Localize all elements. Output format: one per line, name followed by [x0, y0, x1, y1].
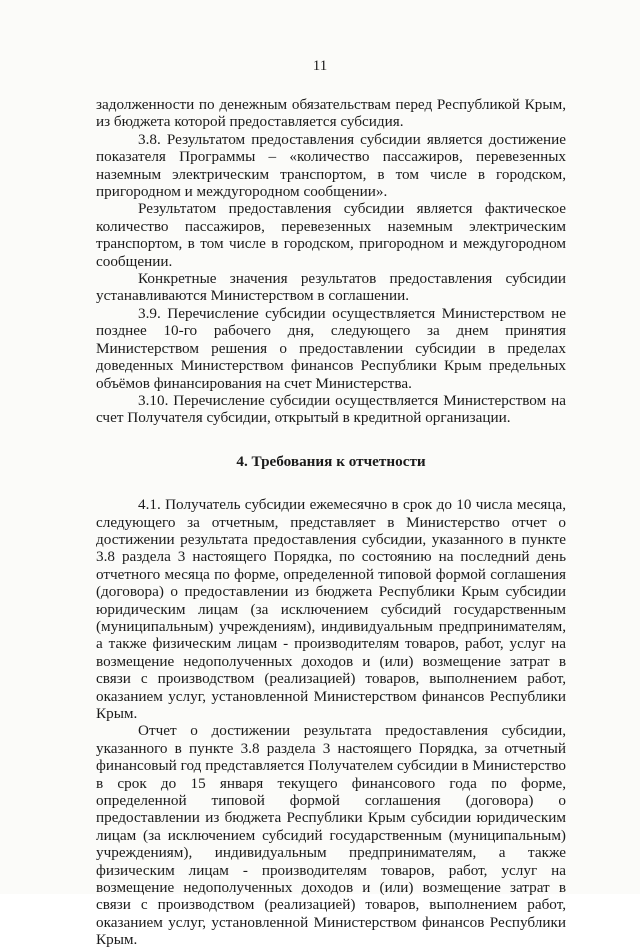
paragraph-result-definition: Результатом предоставления субсидии является фактическое количество пассажиров, перевезенных наземным электрическим транспортом, в том числе в городском, пригородном и междугородном сообщении.: [96, 200, 566, 270]
paragraph-debt-continuation: задолженности по денежным обязательствам перед Республикой Крым, из бюджета которой предоставляется субсидия.: [96, 96, 566, 131]
paragraph-3-9-transfer: 3.9. Перечисление субсидии осуществляется Министерством не позднее 10-го рабочего дня, следующего за днем принятия Министерством решения о предоставлении субсидии в пределах доведенных Министерством финансов Республики Крым предельных объёмов финансирования на счет Министерства.: [96, 304, 566, 392]
paragraph-annual-report: Отчет о достижении результата предоставления субсидии, указанного в пункте 3.8 раздела 3 настоящего Порядка, за отчетный финансовый год представляется Получателем субсидии в Министерство в срок до 15 января текущего финансового года по форме, определенной типовой формой соглашения (договора) о предоставлении из бюджета Республики Крым субсидии юридическим лицам (за исключением субсидий государственным (муниципальным) учреждениям), индивидуальным предпринимателям, а также физическим лицам - производителям товаров, работ, услуг на возмещение недополученных доходов и (или) возмещение затрат в связи с производством (реализацией) товаров, выполнением работ, оказанием услуг, установленной Министерством финансов Республики Крым.: [96, 722, 566, 949]
document-body: [96, 96, 566, 949]
paragraph-3-10-transfer: 3.10. Перечисление субсидии осуществляется Министерством на счет Получателя субсидии, открытый в кредитной организации.: [96, 391, 566, 427]
paragraph-specific-values: Конкретные значения результатов предоставления субсидии устанавливаются Министерством в соглашении.: [96, 270, 566, 305]
page-number: 11: [312, 58, 328, 74]
paragraph-4-1-monthly-report: 4.1. Получатель субсидии ежемесячно в срок до 10 числа месяца, следующего за отчетным, представляет в Министерство отчет о достижении результата предоставления субсидии, указанного в пункте 3.8 раздела 3 настоящего Порядка, по состоянию на последний день отчетного месяца по форме, определенной типовой формой соглашения (договора) о предоставлении из бюджета Республики Крым субсидии юридическим лицам (за исключением субсидий государственным (муниципальным) учреждениям), индивидуальным предпринимателям, а также физическим лицам - производителям товаров, работ, услуг на возмещение недополученных доходов и (или) возмещение затрат в связи с производством (реализацией) товаров, выполнением работ, оказанием услуг, установленной Министерством финансов Республики Крым.: [96, 496, 566, 722]
paragraph-3-8-result: 3.8. Результатом предоставления субсидии является достижение показателя Программы – «количество пассажиров, перевезенных наземным электрическим транспортом, в том числе в городском, пригородном и междугородном сообщении».: [96, 130, 566, 201]
section-heading-reporting: 4. Требования к отчетности: [236, 452, 426, 470]
